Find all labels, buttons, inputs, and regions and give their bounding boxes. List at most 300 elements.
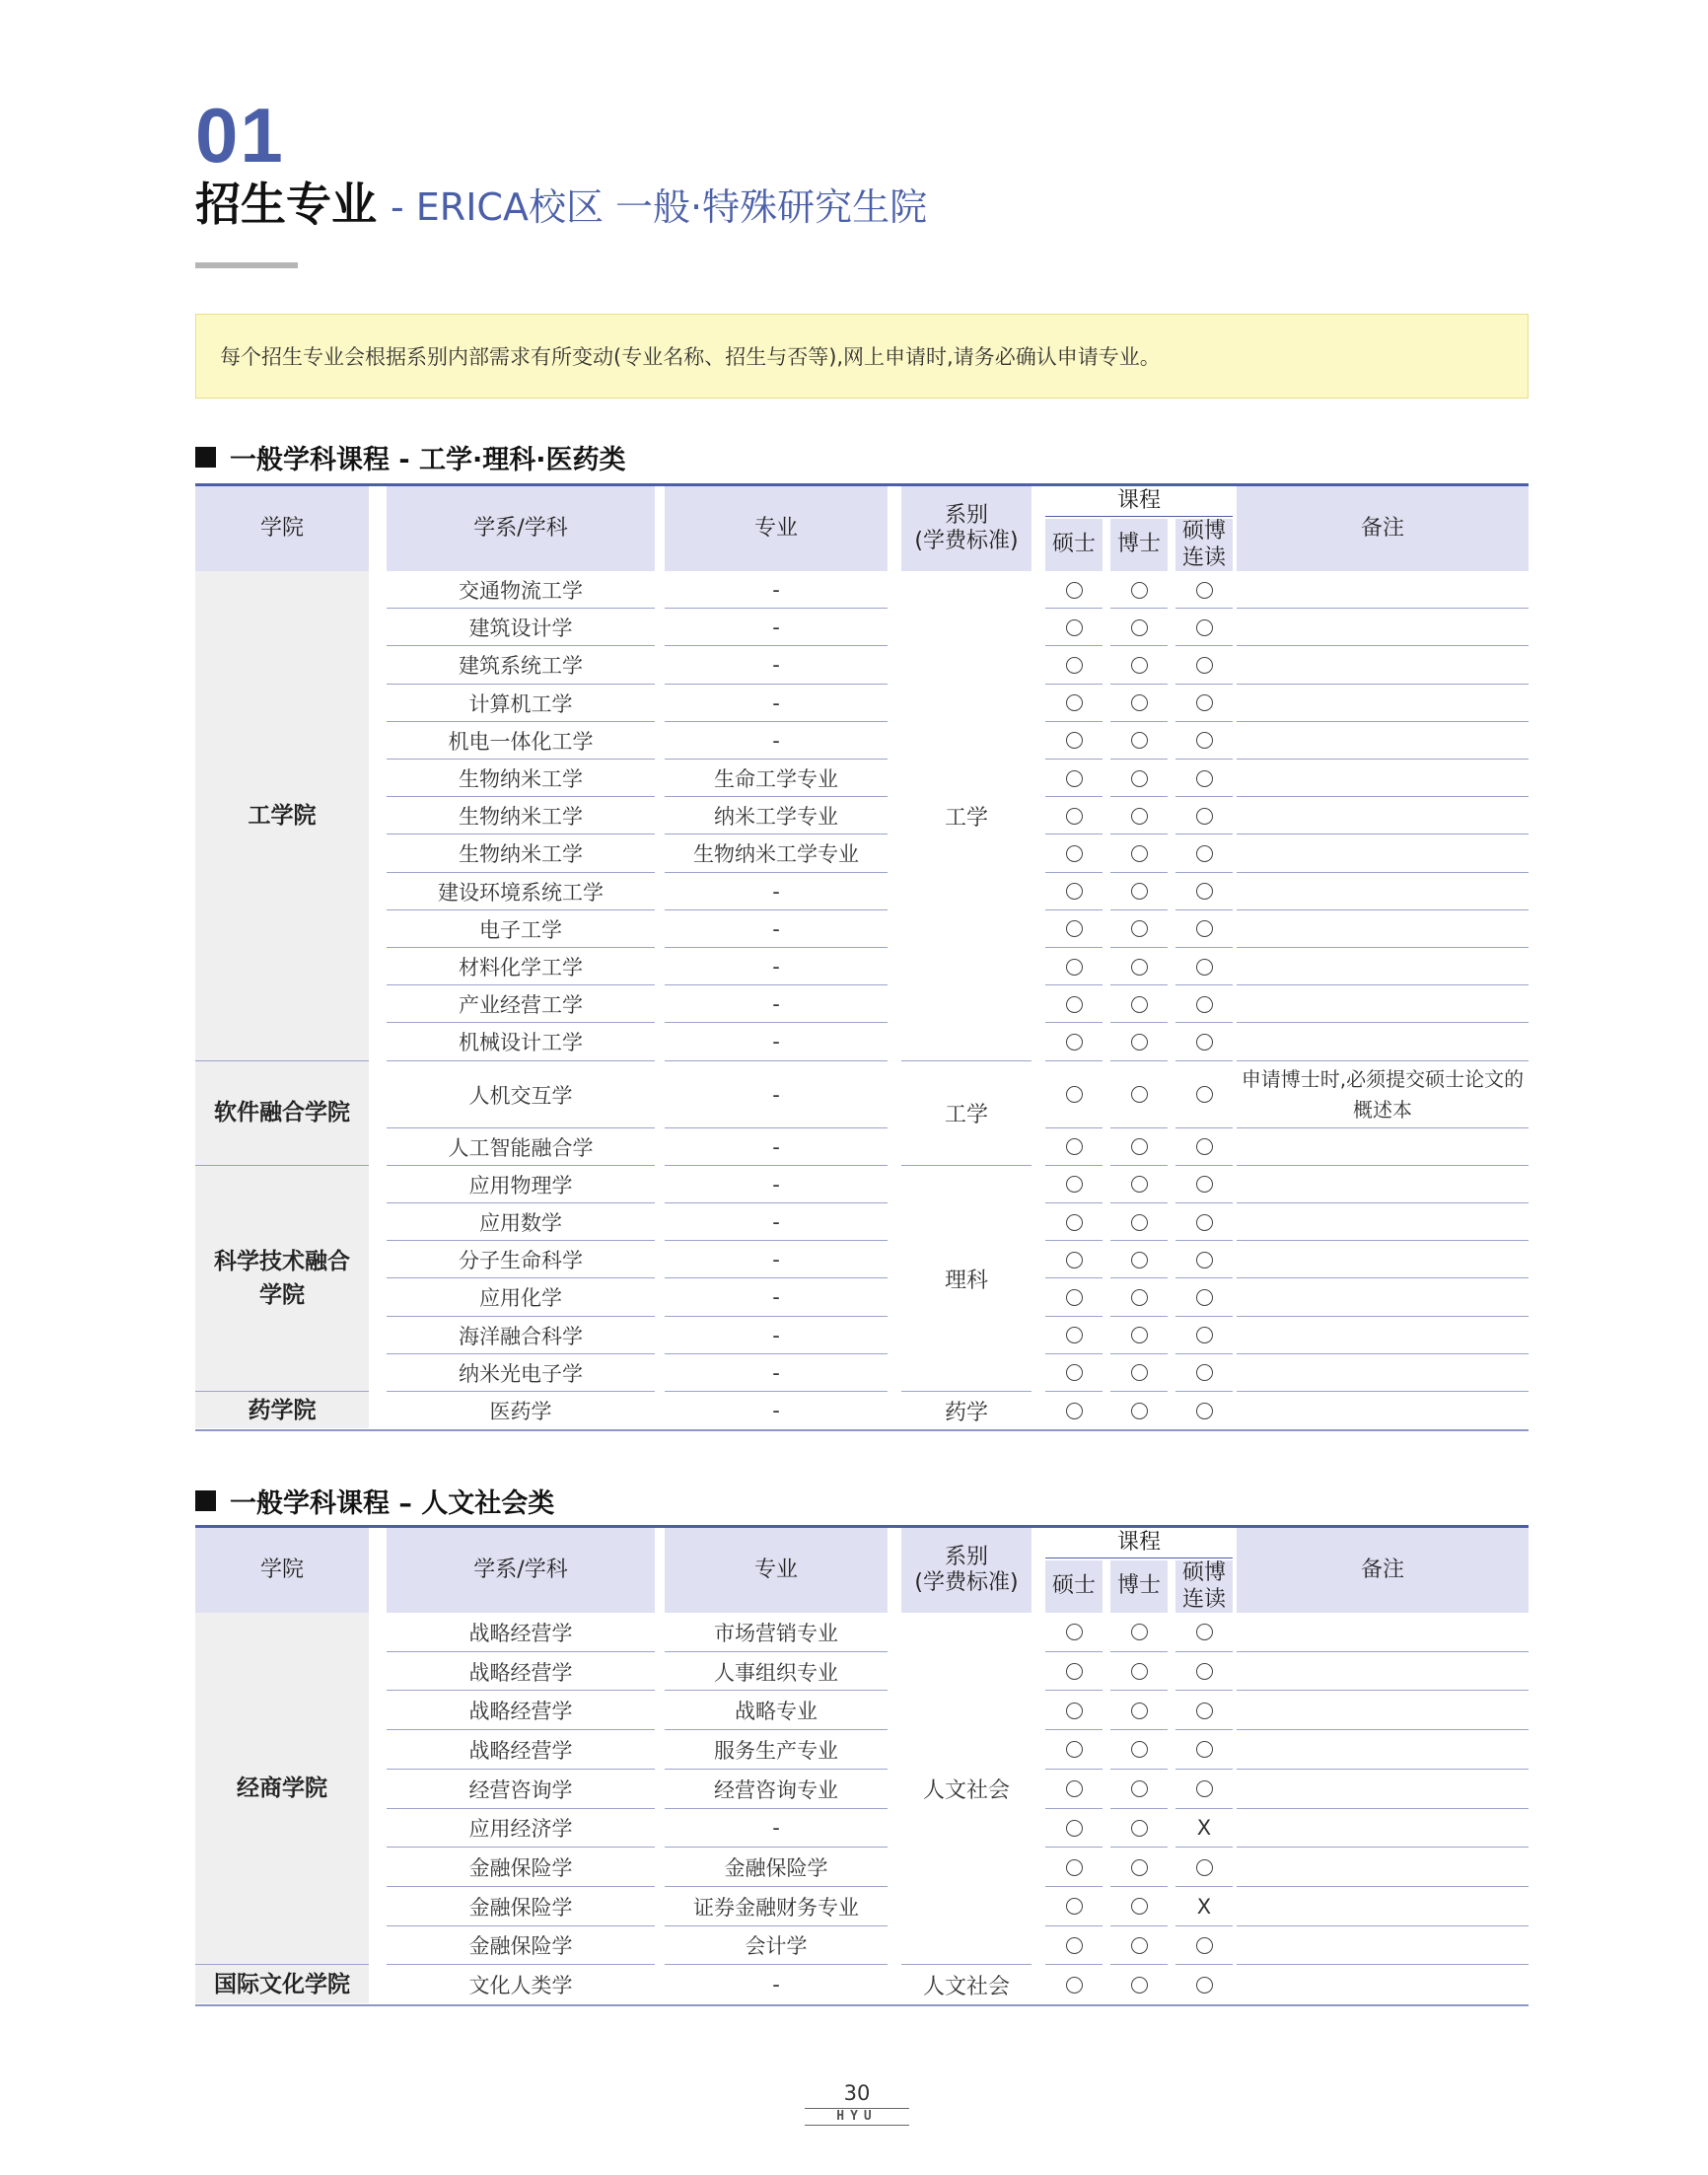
doctor-mark <box>1110 1392 1168 1429</box>
integrated-mark <box>1175 1848 1233 1887</box>
table-row <box>195 1652 1529 1692</box>
doctor-mark <box>1110 1848 1168 1887</box>
department-cell: 材料化学工学 <box>459 956 583 980</box>
table-row <box>195 948 1529 985</box>
table-row <box>195 1241 1529 1278</box>
header-category: 系别 (学费标准) <box>901 486 1032 571</box>
unavailable-mark: X <box>1196 1894 1212 1919</box>
doctor-mark <box>1110 1652 1168 1692</box>
available-circle-icon <box>1196 1859 1213 1876</box>
master-mark <box>1045 1652 1103 1692</box>
master-mark <box>1045 1241 1103 1278</box>
available-circle-icon <box>1196 1138 1213 1155</box>
doctor-mark <box>1110 1809 1168 1849</box>
available-circle-icon <box>1066 732 1083 749</box>
major-cell: - <box>772 728 780 753</box>
department-cell: 金融保险学 <box>468 1856 573 1881</box>
table-row <box>195 571 1529 609</box>
header-category: 系别 (学费标准) <box>901 1528 1032 1613</box>
available-circle-icon <box>1131 582 1148 599</box>
available-circle-icon <box>1066 996 1083 1013</box>
available-circle-icon <box>1196 582 1213 599</box>
available-circle-icon <box>1066 959 1083 976</box>
available-circle-icon <box>1131 1859 1148 1876</box>
available-circle-icon <box>1196 1624 1213 1640</box>
major-cell: 人事组织专业 <box>714 1660 838 1685</box>
available-circle-icon <box>1066 883 1083 900</box>
category-name: 人文社会 <box>922 1778 1010 1804</box>
available-circle-icon <box>1196 732 1213 749</box>
header-program-rule <box>1045 1558 1233 1559</box>
header-integrated: 硕博 连读 <box>1175 519 1233 571</box>
section-title-text: 一般学科课程 – 人文社会类 <box>230 1488 555 1519</box>
available-circle-icon <box>1196 1252 1213 1269</box>
header-department: 学系/学科 <box>387 1528 655 1613</box>
header-master: 硕士 <box>1045 519 1103 571</box>
major-cell: - <box>772 1172 780 1196</box>
integrated-mark <box>1175 1965 1233 2004</box>
integrated-mark <box>1175 948 1233 985</box>
major-cell: - <box>772 653 780 678</box>
available-circle-icon <box>1131 1703 1148 1719</box>
major-cell: - <box>772 1360 780 1385</box>
page-title <box>195 178 928 231</box>
remarks-cell: 申请博士时,必须提交硕士论文的概述本 <box>1241 1066 1525 1122</box>
doctor-mark <box>1110 685 1168 722</box>
major-cell: - <box>772 1082 780 1107</box>
category-name: 工学 <box>944 1103 988 1128</box>
available-circle-icon <box>1196 959 1213 976</box>
doctor-mark <box>1110 1926 1168 1966</box>
available-circle-icon <box>1196 996 1213 1013</box>
available-circle-icon <box>1066 1663 1083 1680</box>
department-cell: 经营咨询学 <box>468 1777 573 1802</box>
doctor-mark <box>1110 1965 1168 2004</box>
available-circle-icon <box>1131 1138 1148 1155</box>
header-integrated: 硕博 连读 <box>1175 1560 1233 1613</box>
doctor-mark <box>1110 646 1168 684</box>
master-mark <box>1045 1770 1103 1809</box>
available-circle-icon <box>1131 1937 1148 1954</box>
major-cell: - <box>772 1210 780 1235</box>
available-circle-icon <box>1196 1289 1213 1306</box>
major-cell: - <box>772 1816 780 1841</box>
available-circle-icon <box>1131 1663 1148 1680</box>
doctor-mark <box>1110 910 1168 948</box>
integrated-mark <box>1175 1317 1233 1354</box>
available-circle-icon <box>1131 920 1148 937</box>
master-mark <box>1045 609 1103 646</box>
department-cell: 海洋融合科学 <box>459 1324 583 1348</box>
department-cell: 建筑系统工学 <box>459 654 583 679</box>
available-circle-icon <box>1131 1086 1148 1103</box>
available-circle-icon <box>1131 1741 1148 1758</box>
available-circle-icon <box>1066 770 1083 787</box>
master-mark <box>1045 1061 1103 1128</box>
department-cell: 人工智能融合学 <box>448 1135 594 1160</box>
integrated-mark <box>1175 1770 1233 1809</box>
available-circle-icon <box>1066 657 1083 674</box>
integrated-mark <box>1175 1887 1233 1926</box>
table-row <box>195 1770 1529 1809</box>
integrated-mark <box>1175 1730 1233 1770</box>
available-circle-icon <box>1196 1741 1213 1758</box>
department-cell: 计算机工学 <box>468 691 573 716</box>
integrated-mark <box>1175 1809 1233 1849</box>
available-circle-icon <box>1196 657 1213 674</box>
table-row <box>195 873 1529 910</box>
available-circle-icon <box>1131 1289 1148 1306</box>
table-row <box>195 1128 1529 1166</box>
available-circle-icon <box>1066 1252 1083 1269</box>
available-circle-icon <box>1131 1252 1148 1269</box>
department-cell: 生物纳米工学 <box>459 842 583 867</box>
available-circle-icon <box>1131 694 1148 711</box>
department-cell: 产业经营工学 <box>459 993 583 1018</box>
available-circle-icon <box>1131 996 1148 1013</box>
unavailable-mark: X <box>1196 1816 1212 1841</box>
available-circle-icon <box>1196 1214 1213 1231</box>
department-cell: 战略经营学 <box>468 1738 573 1763</box>
department-cell: 应用数学 <box>479 1211 562 1236</box>
available-circle-icon <box>1131 1364 1148 1381</box>
major-cell: - <box>772 1323 780 1347</box>
available-circle-icon <box>1131 1780 1148 1797</box>
table-row <box>195 985 1529 1023</box>
integrated-mark <box>1175 1691 1233 1730</box>
integrated-mark <box>1175 873 1233 910</box>
master-mark <box>1045 873 1103 910</box>
master-mark <box>1045 1926 1103 1966</box>
available-circle-icon <box>1066 845 1083 862</box>
table-row <box>195 1809 1529 1849</box>
master-mark <box>1045 1317 1103 1354</box>
department-cell: 应用物理学 <box>468 1173 573 1197</box>
table-row <box>195 1166 1529 1203</box>
integrated-mark <box>1175 1023 1233 1060</box>
major-cell: - <box>772 1134 780 1159</box>
table-row <box>195 1354 1529 1392</box>
available-circle-icon <box>1066 1780 1083 1797</box>
integrated-mark <box>1175 1278 1233 1316</box>
major-cell: - <box>772 955 780 979</box>
master-mark <box>1045 1887 1103 1926</box>
available-circle-icon <box>1131 959 1148 976</box>
available-circle-icon <box>1066 1624 1083 1640</box>
header-doctor: 博士 <box>1110 1560 1168 1613</box>
available-circle-icon <box>1131 1214 1148 1231</box>
doctor-mark <box>1110 985 1168 1023</box>
integrated-mark <box>1175 1613 1233 1652</box>
available-circle-icon <box>1196 845 1213 862</box>
department-cell: 战略经营学 <box>468 1700 573 1724</box>
available-circle-icon <box>1131 770 1148 787</box>
header-major: 专业 <box>665 486 888 571</box>
major-cell: - <box>772 916 780 941</box>
integrated-mark <box>1175 685 1233 722</box>
college-name: 国际文化学院 <box>214 1971 350 1997</box>
square-bullet-icon <box>195 1490 216 1511</box>
available-circle-icon <box>1196 1937 1213 1954</box>
category-name: 工学 <box>944 805 988 831</box>
header-doctor: 博士 <box>1110 519 1168 571</box>
master-mark <box>1045 1848 1103 1887</box>
major-cell: 经营咨询专业 <box>714 1777 838 1802</box>
table-row <box>195 760 1529 797</box>
major-cell: 服务生产专业 <box>714 1738 838 1763</box>
available-circle-icon <box>1131 619 1148 636</box>
footer-rule-2 <box>805 2125 909 2126</box>
doctor-mark <box>1110 1730 1168 1770</box>
available-circle-icon <box>1066 1703 1083 1719</box>
major-cell: - <box>772 616 780 640</box>
major-cell: 金融保险学 <box>724 1856 828 1881</box>
header-college: 学院 <box>195 1528 369 1613</box>
master-mark <box>1045 797 1103 834</box>
master-mark <box>1045 1023 1103 1060</box>
available-circle-icon <box>1131 1977 1148 1994</box>
department-cell: 金融保险学 <box>468 1934 573 1959</box>
table-row <box>195 910 1529 948</box>
integrated-mark <box>1175 760 1233 797</box>
doctor-mark <box>1110 873 1168 910</box>
integrated-mark <box>1175 1241 1233 1278</box>
table-row <box>195 722 1529 760</box>
master-mark <box>1045 1166 1103 1203</box>
table-row <box>195 1023 1529 1060</box>
doctor-mark <box>1110 1241 1168 1278</box>
page-number: 30 <box>843 2081 871 2105</box>
integrated-mark <box>1175 1926 1233 1966</box>
table-row <box>195 646 1529 684</box>
department-cell: 电子工学 <box>479 917 562 942</box>
header-remarks: 备注 <box>1237 1528 1529 1613</box>
integrated-mark <box>1175 1128 1233 1166</box>
available-circle-icon <box>1066 1403 1083 1419</box>
available-circle-icon <box>1196 619 1213 636</box>
header-program: 课程 <box>1116 1529 1161 1555</box>
department-cell: 应用化学 <box>479 1286 562 1311</box>
header-master: 硕士 <box>1045 1560 1103 1613</box>
title-underline <box>195 262 298 268</box>
chapter-number: 01 <box>195 92 285 179</box>
doctor-mark <box>1110 1354 1168 1392</box>
page-footer <box>805 2083 909 2126</box>
integrated-mark <box>1175 910 1233 948</box>
integrated-mark <box>1175 797 1233 834</box>
department-cell: 机电一体化工学 <box>448 729 594 754</box>
available-circle-icon <box>1066 1289 1083 1306</box>
available-circle-icon <box>1066 1364 1083 1381</box>
master-mark <box>1045 1965 1103 2004</box>
available-circle-icon <box>1066 1034 1083 1051</box>
available-circle-icon <box>1196 1327 1213 1343</box>
master-mark <box>1045 1613 1103 1652</box>
table-row <box>195 1613 1529 1652</box>
master-mark <box>1045 760 1103 797</box>
table-row <box>195 797 1529 834</box>
section-title <box>195 438 626 476</box>
table-row <box>195 1848 1529 1887</box>
available-circle-icon <box>1131 1034 1148 1051</box>
college-name: 药学院 <box>248 1397 317 1423</box>
category-name: 理科 <box>944 1268 988 1293</box>
integrated-mark <box>1175 1166 1233 1203</box>
major-cell: 证券金融财务专业 <box>693 1895 859 1920</box>
integrated-mark <box>1175 834 1233 872</box>
table-row <box>195 1887 1529 1926</box>
department-cell: 建筑设计学 <box>468 616 573 641</box>
doctor-mark <box>1110 609 1168 646</box>
department-cell: 分子生命科学 <box>459 1249 583 1273</box>
available-circle-icon <box>1066 808 1083 825</box>
major-cell: - <box>772 690 780 715</box>
available-circle-icon <box>1131 1403 1148 1419</box>
master-mark <box>1045 1354 1103 1392</box>
available-circle-icon <box>1066 619 1083 636</box>
available-circle-icon <box>1066 582 1083 599</box>
doctor-mark <box>1110 797 1168 834</box>
header-program: 课程 <box>1116 487 1161 513</box>
major-cell: - <box>772 879 780 904</box>
available-circle-icon <box>1066 1820 1083 1837</box>
integrated-mark <box>1175 722 1233 760</box>
department-cell: 建设环境系统工学 <box>438 880 604 905</box>
doctor-mark <box>1110 1128 1168 1166</box>
doctor-mark <box>1110 1887 1168 1926</box>
major-cell: 会计学 <box>745 1934 808 1959</box>
master-mark <box>1045 722 1103 760</box>
department-cell: 机械设计工学 <box>459 1031 583 1055</box>
header-program-rule <box>1045 516 1233 517</box>
table-row <box>195 1317 1529 1354</box>
notice-box: 每个招生专业会根据系别内部需求有所变动(专业名称、招生与否等),网上申请时,请务必确认申请专业。 <box>195 314 1529 399</box>
available-circle-icon <box>1131 657 1148 674</box>
table-row <box>195 1965 1529 2004</box>
category-name: 药学 <box>944 1400 988 1425</box>
doctor-mark <box>1110 1691 1168 1730</box>
available-circle-icon <box>1196 1176 1213 1193</box>
doctor-mark <box>1110 1613 1168 1652</box>
page-title-main: 招生专业 <box>195 178 377 231</box>
available-circle-icon <box>1066 920 1083 937</box>
footer-brand: HYU <box>836 2109 878 2124</box>
doctor-mark <box>1110 571 1168 609</box>
table-row <box>195 834 1529 872</box>
major-cell: - <box>772 1973 780 1997</box>
major-cell: 战略专业 <box>735 1700 818 1724</box>
available-circle-icon <box>1196 1034 1213 1051</box>
college-name: 经商学院 <box>237 1776 327 1802</box>
available-circle-icon <box>1131 1624 1148 1640</box>
department-cell: 金融保险学 <box>468 1895 573 1920</box>
major-cell: - <box>772 578 780 603</box>
master-mark <box>1045 646 1103 684</box>
available-circle-icon <box>1131 845 1148 862</box>
major-cell: - <box>772 1248 780 1272</box>
master-mark <box>1045 1691 1103 1730</box>
major-cell: - <box>772 1030 780 1054</box>
master-mark <box>1045 985 1103 1023</box>
doctor-mark <box>1110 1166 1168 1203</box>
available-circle-icon <box>1196 1977 1213 1994</box>
table-row <box>195 1278 1529 1316</box>
category-name: 人文社会 <box>922 1974 1010 1999</box>
doctor-mark <box>1110 1203 1168 1241</box>
available-circle-icon <box>1066 1898 1083 1915</box>
available-circle-icon <box>1066 1937 1083 1954</box>
table-row <box>195 1061 1529 1128</box>
available-circle-icon <box>1066 1327 1083 1343</box>
master-mark <box>1045 1730 1103 1770</box>
department-cell: 医药学 <box>489 1400 552 1424</box>
college-name: 工学院 <box>248 803 317 830</box>
master-mark <box>1045 1203 1103 1241</box>
master-mark <box>1045 948 1103 985</box>
available-circle-icon <box>1131 1820 1148 1837</box>
available-circle-icon <box>1131 1176 1148 1193</box>
integrated-mark <box>1175 1203 1233 1241</box>
master-mark <box>1045 910 1103 948</box>
department-cell: 交通物流工学 <box>459 579 583 604</box>
college-name: 科学技术融合学院 <box>214 1248 350 1309</box>
college-name: 软件融合学院 <box>214 1100 350 1126</box>
department-cell: 生物纳米工学 <box>459 767 583 792</box>
section-title-text: 一般学科课程 - 工学·理科·医药类 <box>230 445 626 475</box>
master-mark <box>1045 1278 1103 1316</box>
available-circle-icon <box>1196 808 1213 825</box>
integrated-mark <box>1175 1392 1233 1429</box>
available-circle-icon <box>1066 1138 1083 1155</box>
integrated-mark <box>1175 609 1233 646</box>
available-circle-icon <box>1196 883 1213 900</box>
table-row <box>195 1691 1529 1730</box>
available-circle-icon <box>1066 1176 1083 1193</box>
available-circle-icon <box>1066 1214 1083 1231</box>
available-circle-icon <box>1196 1403 1213 1419</box>
available-circle-icon <box>1196 920 1213 937</box>
header-department: 学系/学科 <box>387 486 655 571</box>
available-circle-icon <box>1131 1898 1148 1915</box>
available-circle-icon <box>1131 1327 1148 1343</box>
table-row <box>195 1730 1529 1770</box>
master-mark <box>1045 685 1103 722</box>
department-cell: 应用经济学 <box>468 1817 573 1842</box>
page-title-sub: - ERICA校区 一般·特殊研究生院 <box>391 185 928 229</box>
available-circle-icon <box>1066 1859 1083 1876</box>
available-circle-icon <box>1196 1663 1213 1680</box>
available-circle-icon <box>1196 1364 1213 1381</box>
master-mark <box>1045 1809 1103 1849</box>
integrated-mark <box>1175 646 1233 684</box>
available-circle-icon <box>1066 1741 1083 1758</box>
department-cell: 战略经营学 <box>468 1660 573 1685</box>
major-cell: 生命工学专业 <box>714 767 838 792</box>
available-circle-icon <box>1131 808 1148 825</box>
available-circle-icon <box>1196 1780 1213 1797</box>
available-circle-icon <box>1196 770 1213 787</box>
header-major: 专业 <box>665 1528 888 1613</box>
department-cell: 文化人类学 <box>468 1974 573 1998</box>
table-row <box>195 685 1529 722</box>
department-cell: 人机交互学 <box>468 1083 573 1108</box>
integrated-mark <box>1175 985 1233 1023</box>
integrated-mark <box>1175 1652 1233 1692</box>
doctor-mark <box>1110 760 1168 797</box>
square-bullet-icon <box>195 447 216 468</box>
doctor-mark <box>1110 1278 1168 1316</box>
master-mark <box>1045 571 1103 609</box>
